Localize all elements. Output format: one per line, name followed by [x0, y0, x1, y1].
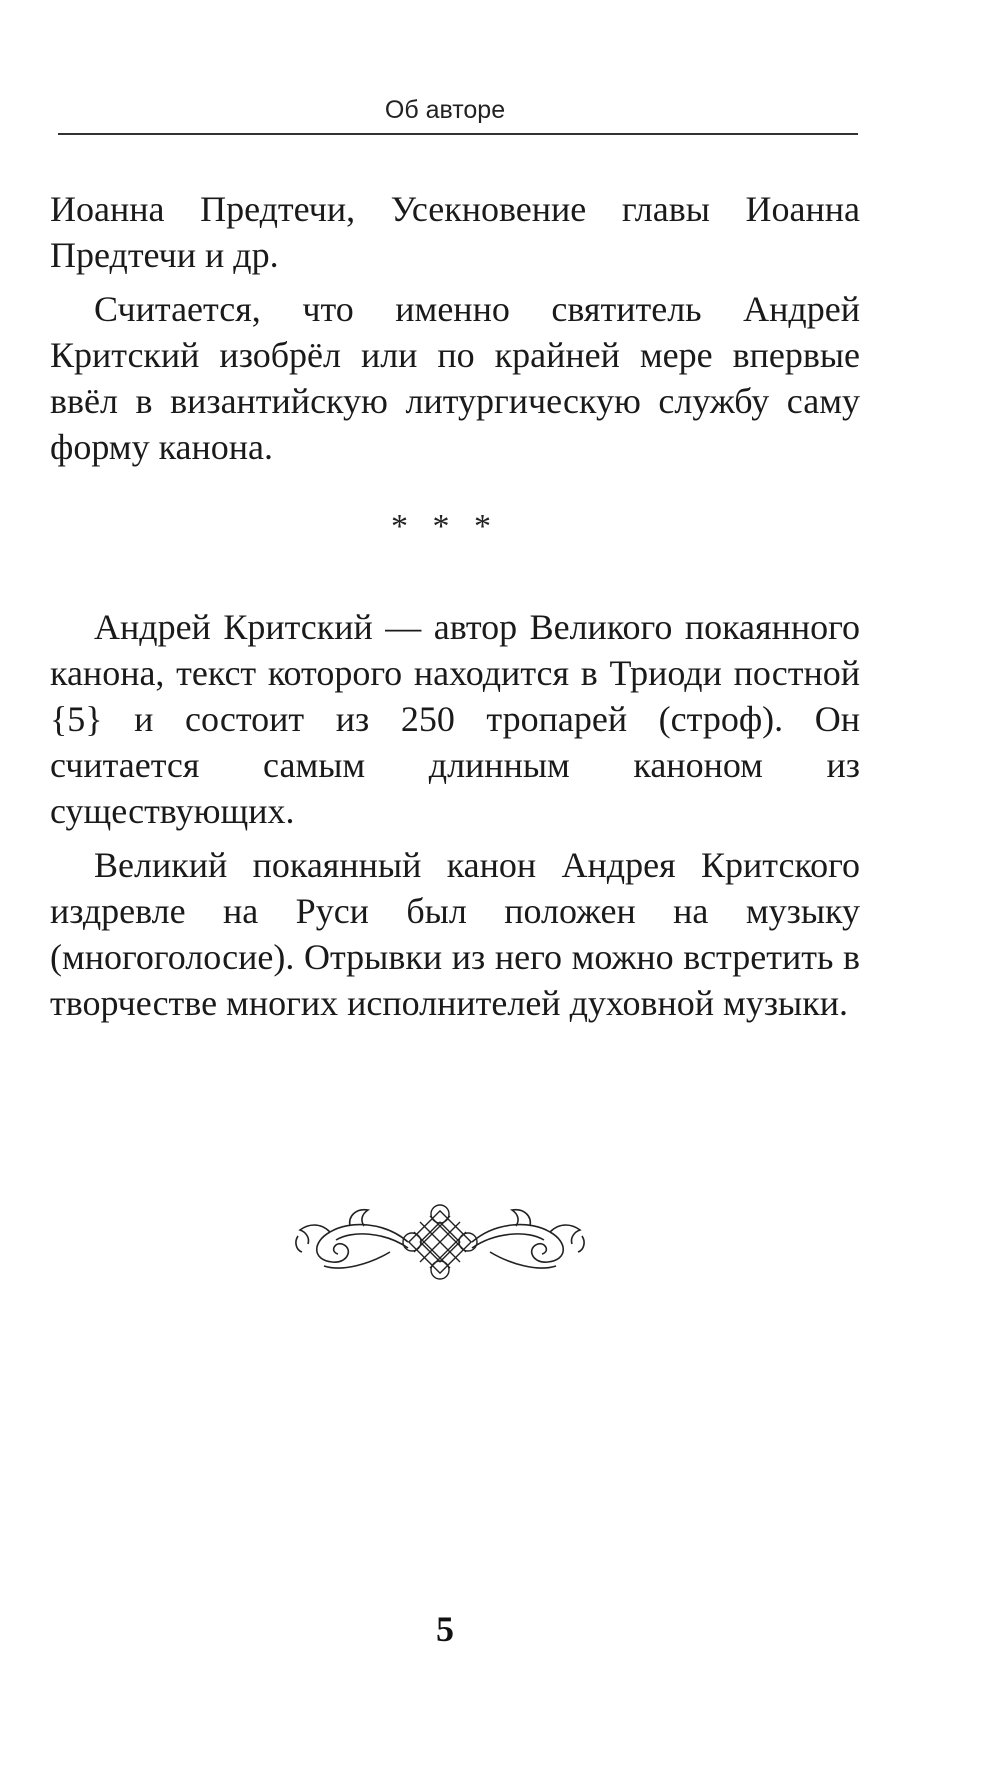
page-number: 5	[436, 1609, 454, 1649]
text-block-1	[50, 186, 860, 470]
paragraph-canon-form: Считается, что именно святитель Андрей Критский изобрёл или по крайней мере впервые ввёл в византийскую литургическую службу саму форму канона.	[50, 289, 860, 467]
running-head: Об авторе	[384, 96, 506, 124]
paragraph-continuation: Иоанна Предтечи, Усекновение главы Иоанна Предтечи и др.	[50, 189, 860, 275]
asterism-separator: * * *	[391, 508, 499, 545]
paragraph-great-canon: Андрей Критский — автор Великого покаянного канона, текст которого находится в Триоди постной {5} и состоит из 250 тропарей (строф). Он считается самым длинным каноном из существующих.	[50, 607, 860, 831]
paragraph-music: Великий покаянный канон Андрея Критского издревле на Руси был положен на музыку (многоголосие). Отрывки из него можно встретить в творчестве многих исполнителей духовной музыки.	[50, 845, 860, 1023]
header-rule	[58, 133, 858, 135]
text-block-2	[50, 604, 860, 1026]
celtic-knot-flourish-icon	[290, 1192, 590, 1282]
